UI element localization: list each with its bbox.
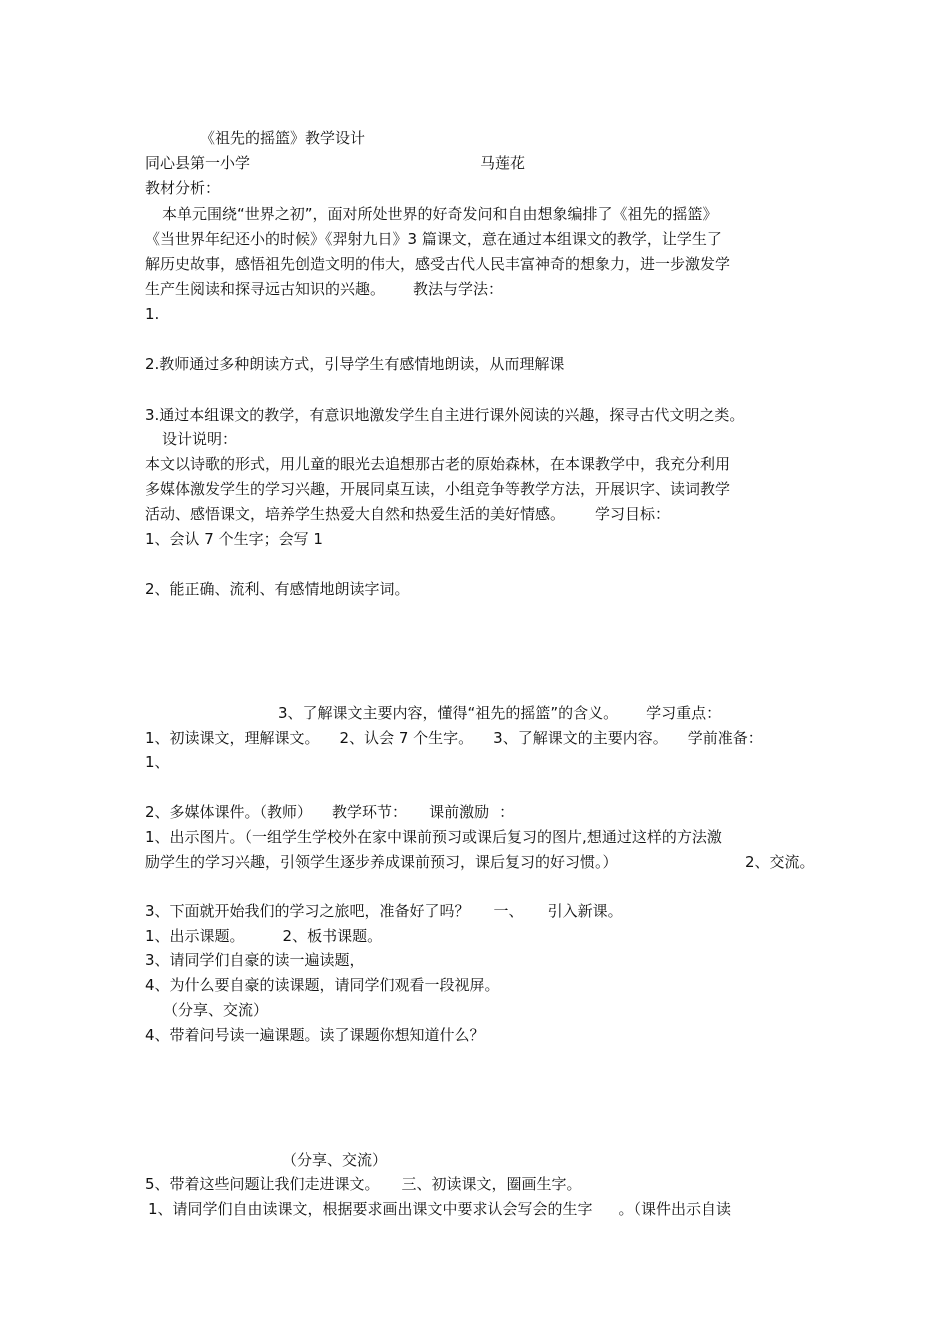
key-2: 2、认会 7 个生字。 — [339, 729, 474, 747]
analysis-line-3: 解历史故事，感悟祖先创造文明的伟大，感受古代人民丰富神奇的想象力，进一步激发学 — [145, 255, 731, 273]
design-line-1: 本文以诗歌的形式，用儿童的眼光去追想那古老的原始森林，在本课教学中，我充分利用 — [145, 455, 731, 473]
prep-2-line — [145, 802, 514, 822]
goal-3: 3、了解课文主要内容，懂得“祖先的摇篮”的含义。 — [278, 704, 619, 722]
part-1-item-2: 2、板书课题。 — [282, 927, 383, 945]
step-3-line — [145, 901, 623, 921]
goal-3-line — [278, 703, 721, 723]
prep-heading: 学前准备： — [687, 729, 763, 747]
design-line-3-text: 活动、感悟课文，培养学生热爱大自然和热爱生活的美好情感。 — [145, 505, 566, 523]
step-3: 3、下面就开始我们的学习之旅吧，准备好了吗？ — [145, 902, 470, 920]
part-1-number: 一、 — [493, 902, 524, 920]
part-3-title: 三、初读课文，圈画生字。 — [401, 1175, 582, 1193]
part-1-item-3: 3、请同学们自豪的读一遍读题， — [145, 951, 365, 969]
part-1-title: 引入新课。 — [547, 902, 623, 920]
method-item-1: 1. — [145, 305, 160, 323]
analysis-line-1: 本单元围绕“世界之初”，面对所处世界的好奇发问和自由想象编排了《祖先的摇篮》 — [162, 205, 718, 223]
analysis-line-4 — [145, 279, 503, 299]
author-name: 马莲花 — [480, 154, 526, 172]
step-2: 2、交流。 — [745, 853, 815, 871]
share-note-2: （分享、交流） — [282, 1151, 388, 1169]
prep-2: 2、多媒体课件。（教师） — [145, 803, 313, 821]
pre-class-heading: 课前激励 — [429, 803, 490, 821]
part-1-item-5: 4、带着问号读一遍课题。读了课题你想知道什么？ — [145, 1026, 485, 1044]
share-note-1: （分享、交流） — [163, 1001, 269, 1019]
step-1-line-2: 励学生的学习兴趣，引领学生逐步养成课前预习，课后复习的好习惯。） — [145, 853, 618, 871]
part-1-item-4: 4、为什么要自豪的读课题，请同学们观看一段视屏。 — [145, 976, 500, 994]
part-1-item-6-line — [145, 1174, 582, 1194]
part-1-item-6: 5、带着这些问题让我们走进课文。 — [145, 1175, 380, 1193]
goal-2: 2、能正确、流利、有感情地朗读字词。 — [145, 580, 410, 598]
prep-1: 1、 — [145, 753, 170, 771]
design-heading: 设计说明： — [162, 430, 238, 448]
design-line-2: 多媒体激发学生的学习兴趣，开展同桌互读，小组竞争等教学方法，开展识字、读词教学 — [145, 480, 731, 498]
key-points-line — [145, 728, 763, 748]
key-1: 1、初读课文，理解课文。 — [145, 729, 320, 747]
method-item-3: 3.通过本组课文的教学，有意识地激发学生自主进行课外阅读的兴趣，探寻古代文明之类。 — [145, 406, 745, 424]
design-line-3 — [145, 504, 670, 524]
pre-class-colon: ： — [499, 803, 515, 821]
key-heading: 学习重点： — [646, 704, 722, 722]
part-1-item-1: 1、出示课题。 — [145, 927, 245, 945]
part-1-items-line — [145, 926, 382, 946]
method-item-2: 2.教师通过多种朗读方式，引导学生有感情地朗读，从而理解课 — [145, 355, 565, 373]
doc-title: 《祖先的摇篮》教学设计 — [200, 129, 366, 147]
analysis-heading: 教材分析： — [145, 179, 221, 197]
part-3-item-1 — [148, 1199, 731, 1219]
part-3-item-1-tail: 。（课件出示自读 — [618, 1200, 732, 1218]
goals-heading: 学习目标： — [595, 505, 671, 523]
step-1-line-1: 1、出示图片。（一组学生学校外在家中课前预习或课后复习的图片,想通过这样的方法激 — [145, 828, 722, 846]
method-heading: 教法与学法： — [413, 280, 504, 298]
analysis-line-4-text: 生产生阅读和探寻远古知识的兴趣。 — [145, 280, 386, 298]
part-3-item-1-text: 1、请同学们自由读课文，根据要求画出课文中要求认会写会的生字 — [148, 1200, 593, 1218]
analysis-line-2: 《当世界年纪还小的时候》《羿射九日》3 篇课文，意在通过本组课文的教学，让学生了 — [145, 230, 722, 248]
school-name: 同心县第一小学 — [145, 154, 251, 172]
goal-1: 1、会认 7 个生字；会写 1 — [145, 530, 323, 548]
key-3: 3、了解课文的主要内容。 — [493, 729, 668, 747]
steps-heading: 教学环节： — [332, 803, 408, 821]
